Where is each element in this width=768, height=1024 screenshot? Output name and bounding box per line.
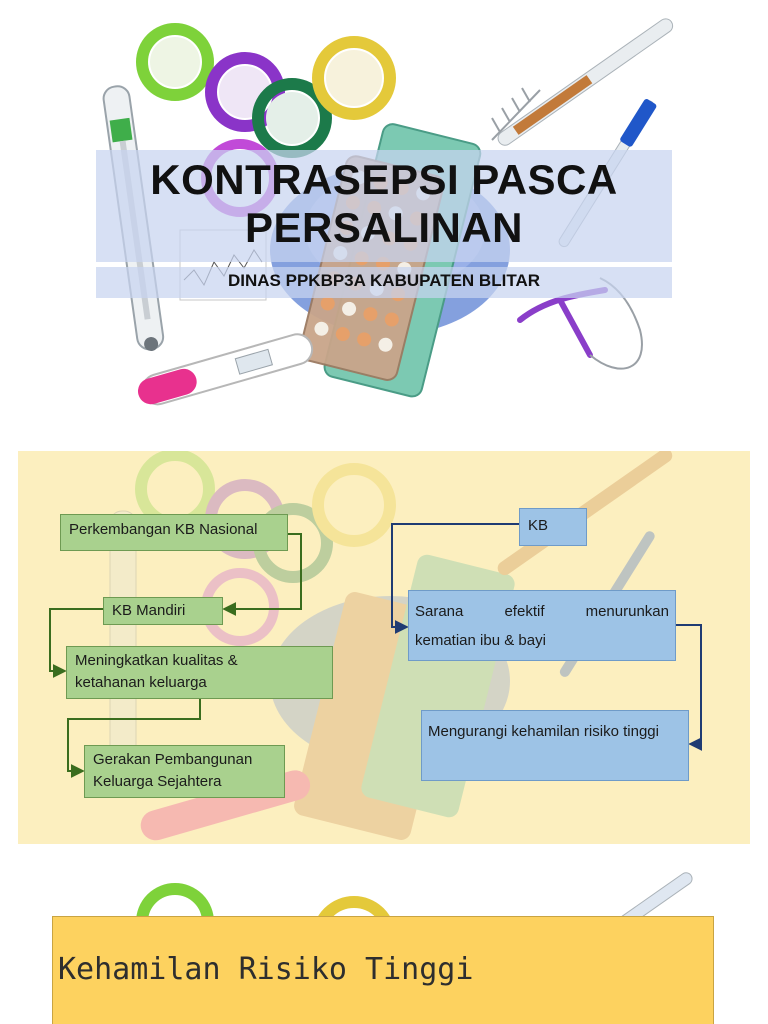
box-label-line-2: kematian ibu & bayi [415,632,546,649]
box-gerakan-pembangunan [84,745,285,798]
box-label-line-1: Gerakan Pembangunan [93,751,253,768]
box-meningkatkan-kualitas [66,646,333,699]
slide-subtitle: DINAS PPKBP3A KABUPATEN BLITAR [228,271,540,290]
box-label: KB [528,517,549,534]
slide-title [96,150,672,252]
title-slide [0,0,768,430]
box-kb-mandiri [103,597,223,625]
box-label-line-2: Keluarga Sejahtera [93,773,222,790]
word: menurunkan [585,603,669,620]
implant-rod-icon [495,16,675,148]
condom-icon [318,42,390,114]
section-slide [0,860,768,1024]
box-label-line-1 [415,597,669,627]
section-title: Kehamilan Risiko Tinggi [58,952,474,987]
box-kb [519,508,587,546]
box-perkembangan-kb-nasional [60,514,288,551]
box-label: KB Mandiri [112,602,186,619]
title-line-2: PERSALINAN [244,204,524,251]
word: efektif [504,603,545,620]
title-line-1: KONTRASEPSI PASCA [150,156,618,203]
box-label-line-1: Meningkatkan kualitas & [75,652,238,669]
box-label: Mengurangi kehamilan risiko tinggi [428,723,659,740]
condom-icon [142,29,208,95]
box-label: Perkembangan KB Nasional [69,521,258,538]
box-label-line-2: ketahanan keluarga [75,674,207,691]
box-sarana-efektif [408,590,676,661]
word: Sarana [415,603,464,620]
flow-slide [18,451,750,844]
box-mengurangi-kehamilan [421,710,689,781]
